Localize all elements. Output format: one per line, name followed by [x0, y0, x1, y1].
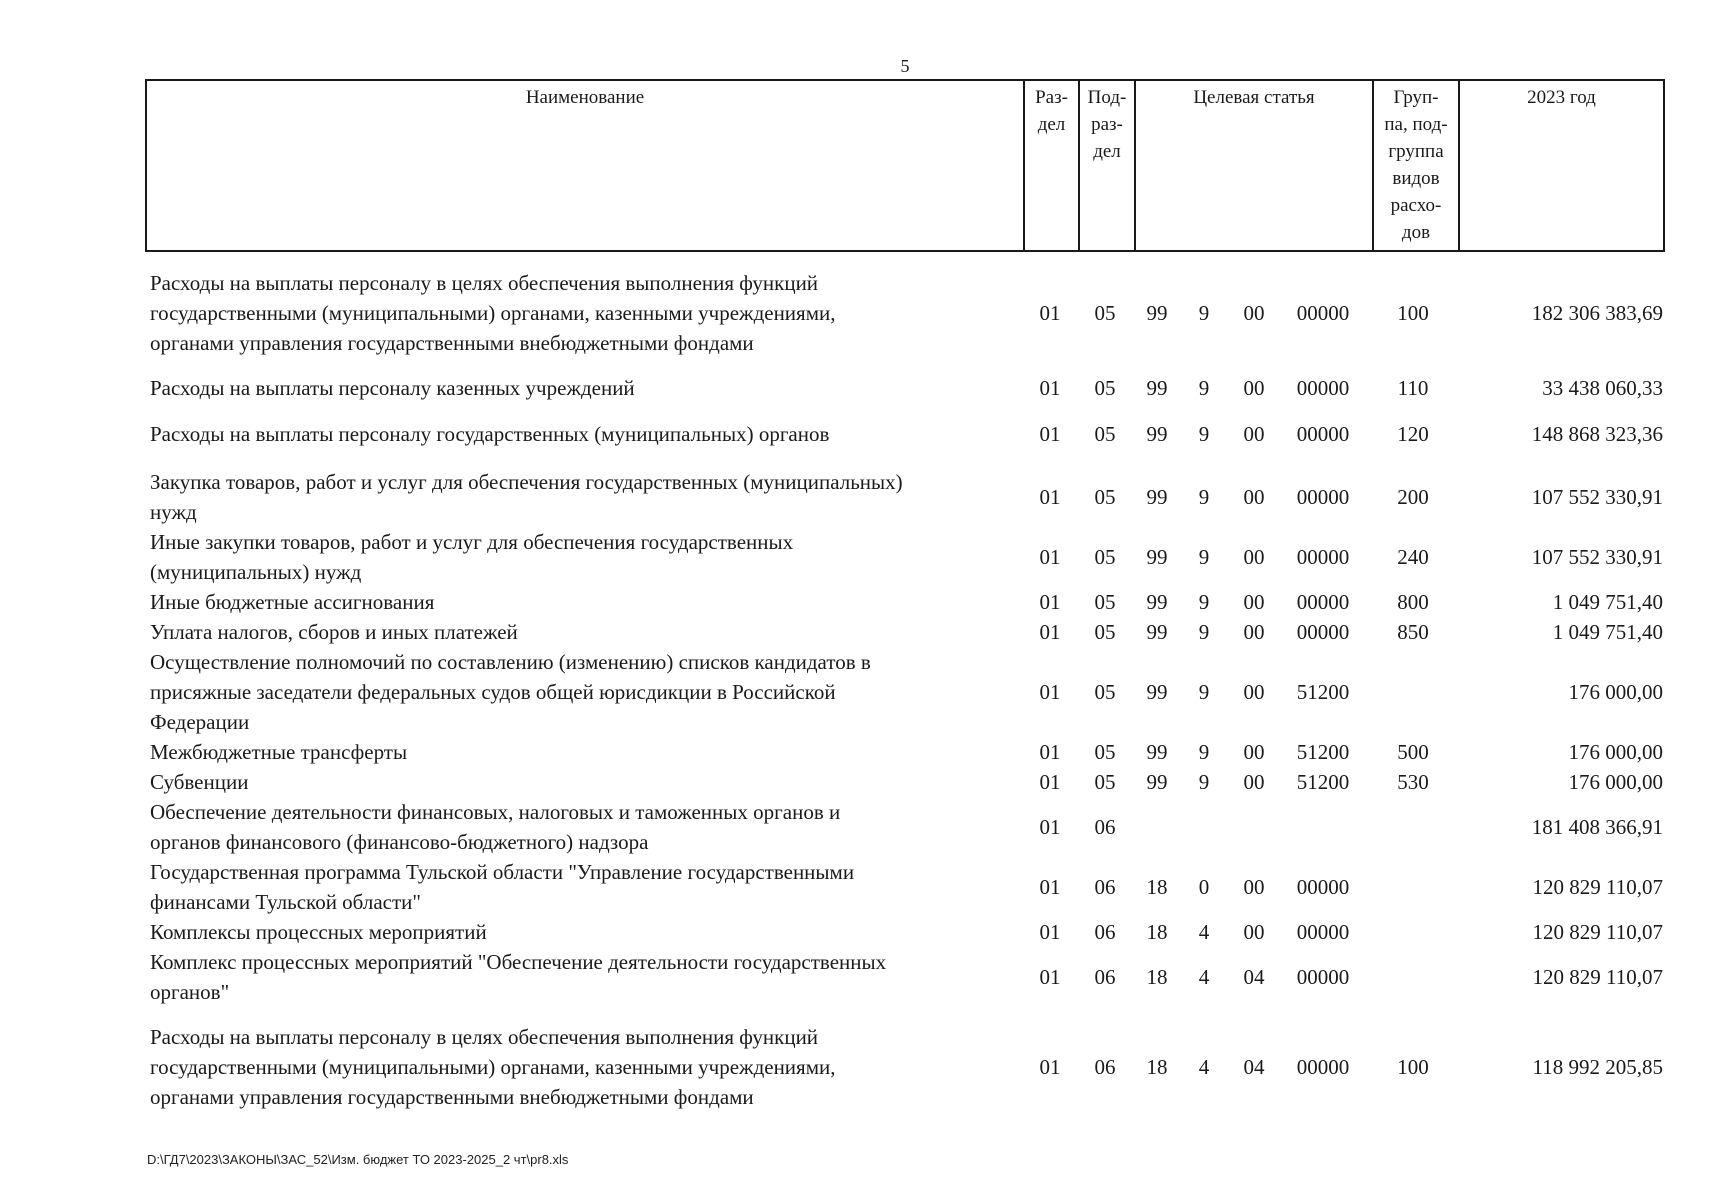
row-name-line: государственными (муниципальными) органами, казенными учреждениями, [150, 301, 836, 325]
cell-razdel: 01 [1039, 920, 1061, 944]
cell-amount: 118 992 205,85 [1532, 1055, 1663, 1079]
header-year-label: 2023 год [1527, 87, 1596, 108]
cell-target-event: 00 [1243, 875, 1265, 899]
row-name [150, 797, 1020, 857]
cell-target-program: 18 [1146, 965, 1168, 989]
cell-razdel: 01 [1039, 680, 1061, 704]
table-row [0, 947, 1711, 1007]
cell-target-event: 00 [1243, 301, 1265, 325]
header-podrazdel-line: раз- [1091, 114, 1123, 135]
cell-target-event: 00 [1243, 770, 1265, 794]
header-year [1460, 81, 1663, 250]
row-name-line: органами управления государственными внебюджетными фондами [150, 331, 754, 355]
cell-amount: 120 829 110,07 [1532, 875, 1663, 899]
row-name [150, 647, 1020, 737]
row-name-line: нужд [150, 500, 197, 524]
row-name-line: Иные закупки товаров, работ и услуг для обеспечения государственных [150, 530, 794, 554]
cell-razdel: 01 [1039, 485, 1061, 509]
cell-target-subprogram: 4 [1198, 1055, 1210, 1079]
header-group-line: расхо- [1390, 195, 1442, 216]
cell-target-direction: 00000 [1296, 590, 1350, 614]
cell-podrazdel: 05 [1094, 422, 1116, 446]
table-row [0, 587, 1711, 617]
cell-target-program: 99 [1146, 301, 1168, 325]
table-header [145, 79, 1665, 252]
cell-target-subprogram: 9 [1198, 740, 1210, 764]
cell-razdel: 01 [1039, 376, 1061, 400]
cell-target-direction: 00000 [1296, 485, 1350, 509]
cell-podrazdel: 05 [1094, 620, 1116, 644]
row-name-line: Комплексы процессных мероприятий [150, 920, 487, 944]
cell-target-event: 00 [1243, 620, 1265, 644]
row-name-line: Государственная программа Тульской области "Управление государственными [150, 860, 855, 884]
cell-razdel: 01 [1039, 545, 1061, 569]
cell-target-program: 99 [1146, 680, 1168, 704]
header-razdel [1025, 81, 1080, 250]
cell-group: 240 [1397, 545, 1429, 569]
cell-target-direction: 00000 [1296, 920, 1350, 944]
row-name-line: Расходы на выплаты персоналу государственных (муниципальных) органов [150, 422, 830, 446]
cell-razdel: 01 [1039, 422, 1061, 446]
table-row [0, 647, 1711, 737]
table-row [0, 617, 1711, 647]
table-row [0, 419, 1711, 449]
cell-podrazdel: 05 [1094, 545, 1116, 569]
cell-amount: 181 408 366,91 [1531, 815, 1663, 839]
table-row [0, 737, 1711, 767]
cell-group: 120 [1397, 422, 1429, 446]
row-name-line: присяжные заседатели федеральных судов общей юрисдикции в Российской [150, 680, 836, 704]
cell-target-program: 18 [1146, 920, 1168, 944]
cell-amount: 107 552 330,91 [1531, 545, 1663, 569]
cell-podrazdel: 05 [1094, 485, 1116, 509]
row-name-line: государственными (муниципальными) органами, казенными учреждениями, [150, 1055, 836, 1079]
cell-target-program: 18 [1146, 875, 1168, 899]
header-group-line: па, под- [1384, 114, 1448, 135]
row-name-line: органами управления государственными внебюджетными фондами [150, 1085, 754, 1109]
header-name [147, 81, 1025, 250]
cell-target-event: 00 [1243, 920, 1265, 944]
cell-group: 100 [1397, 301, 1429, 325]
cell-target-subprogram: 9 [1198, 680, 1210, 704]
cell-podrazdel: 06 [1094, 920, 1116, 944]
cell-razdel: 01 [1039, 875, 1061, 899]
cell-group: 800 [1397, 590, 1429, 614]
cell-amount: 120 829 110,07 [1532, 965, 1663, 989]
cell-amount: 1 049 751,40 [1552, 590, 1663, 614]
cell-target-direction: 51200 [1296, 680, 1350, 704]
row-name-line: финансами Тульской области" [150, 890, 421, 914]
cell-target-subprogram: 4 [1198, 965, 1210, 989]
header-target [1136, 81, 1374, 250]
cell-amount: 182 306 383,69 [1531, 301, 1663, 325]
cell-target-event: 00 [1243, 422, 1265, 446]
row-name-line: Расходы на выплаты персоналу в целях обеспечения выполнения функций [150, 1025, 819, 1049]
cell-razdel: 01 [1039, 590, 1061, 614]
table-row [0, 1022, 1711, 1112]
cell-target-program: 99 [1146, 620, 1168, 644]
cell-target-direction: 51200 [1296, 770, 1350, 794]
cell-group: 500 [1397, 740, 1429, 764]
cell-podrazdel: 05 [1094, 770, 1116, 794]
cell-target-subprogram: 9 [1198, 301, 1210, 325]
row-name-line: Межбюджетные трансферты [150, 740, 408, 764]
cell-podrazdel: 06 [1094, 1055, 1116, 1079]
cell-target-direction: 00000 [1296, 376, 1350, 400]
cell-target-direction: 00000 [1296, 422, 1350, 446]
row-name-line: Комплекс процессных мероприятий "Обеспечение деятельности государственных [150, 950, 887, 974]
cell-target-subprogram: 4 [1198, 920, 1210, 944]
table-row [0, 527, 1711, 587]
cell-amount: 176 000,00 [1568, 740, 1663, 764]
cell-podrazdel: 06 [1094, 875, 1116, 899]
row-name-line: (муниципальных) нужд [150, 560, 362, 584]
row-name [150, 617, 1020, 647]
header-group [1374, 81, 1460, 250]
cell-podrazdel: 06 [1094, 965, 1116, 989]
cell-group: 110 [1397, 376, 1429, 400]
cell-amount: 120 829 110,07 [1532, 920, 1663, 944]
header-podrazdel-line: дел [1093, 141, 1121, 162]
row-name [150, 527, 1020, 587]
cell-target-event: 00 [1243, 545, 1265, 569]
table-row [0, 917, 1711, 947]
cell-target-event: 00 [1243, 485, 1265, 509]
table-row [0, 268, 1711, 358]
row-name [150, 268, 1020, 358]
table-row [0, 857, 1711, 917]
cell-podrazdel: 05 [1094, 376, 1116, 400]
cell-target-subprogram: 9 [1198, 422, 1210, 446]
row-name-line: органов финансового (финансово-бюджетного) надзора [150, 830, 649, 854]
cell-podrazdel: 05 [1094, 680, 1116, 704]
cell-target-program: 99 [1146, 545, 1168, 569]
cell-amount: 148 868 323,36 [1531, 422, 1663, 446]
page-number: 5 [900, 56, 910, 76]
table-row [0, 467, 1711, 527]
cell-podrazdel: 05 [1094, 590, 1116, 614]
row-name [150, 767, 1020, 797]
cell-group: 200 [1397, 485, 1429, 509]
cell-razdel: 01 [1039, 815, 1061, 839]
row-name-line: Осуществление полномочий по составлению (изменению) списков кандидатов в [150, 650, 871, 674]
row-name [150, 467, 1020, 527]
cell-target-event: 04 [1243, 965, 1265, 989]
file-path-footer: D:\ГД7\2023\ЗАКОНЫ\ЗАС_52\Изм. бюджет ТО 2023-2025_2 чт\pr8.xls [147, 1152, 569, 1167]
row-name [150, 1022, 1020, 1112]
cell-target-subprogram: 9 [1198, 545, 1210, 569]
row-name [150, 419, 1020, 449]
cell-target-direction: 00000 [1296, 545, 1350, 569]
cell-target-direction: 00000 [1296, 1055, 1350, 1079]
cell-razdel: 01 [1039, 965, 1061, 989]
header-name-label: Наименование [525, 87, 645, 108]
header-razdel-line: Раз- [1035, 87, 1068, 108]
cell-podrazdel: 06 [1094, 815, 1116, 839]
header-razdel-line: дел [1037, 114, 1066, 135]
cell-razdel: 01 [1039, 301, 1061, 325]
cell-amount: 176 000,00 [1568, 680, 1663, 704]
cell-razdel: 01 [1039, 1055, 1061, 1079]
cell-podrazdel: 05 [1094, 740, 1116, 764]
header-group-line: видов [1392, 168, 1440, 189]
cell-target-subprogram: 9 [1198, 485, 1210, 509]
cell-target-event: 00 [1243, 740, 1265, 764]
row-name [150, 917, 1020, 947]
cell-target-program: 99 [1146, 376, 1168, 400]
row-name-line: Федерации [150, 710, 250, 734]
row-name-line: Расходы на выплаты персоналу в целях обеспечения выполнения функций [150, 271, 819, 295]
header-group-line: Груп- [1393, 87, 1439, 108]
cell-target-program: 99 [1146, 422, 1168, 446]
header-group-line: группа [1388, 141, 1444, 162]
cell-amount: 107 552 330,91 [1531, 485, 1663, 509]
cell-amount: 33 438 060,33 [1542, 376, 1663, 400]
cell-group: 530 [1397, 770, 1429, 794]
cell-target-program: 99 [1146, 485, 1168, 509]
cell-target-program: 18 [1146, 1055, 1168, 1079]
row-name [150, 373, 1020, 403]
table-row [0, 797, 1711, 857]
cell-razdel: 01 [1039, 770, 1061, 794]
cell-target-direction: 00000 [1296, 965, 1350, 989]
header-group-line: дов [1401, 222, 1431, 243]
cell-target-direction: 00000 [1296, 875, 1350, 899]
row-name-line: Обеспечение деятельности финансовых, налоговых и таможенных органов и [150, 800, 841, 824]
row-name-line: Закупка товаров, работ и услуг для обеспечения государственных (муниципальных) [150, 470, 903, 494]
cell-target-program: 99 [1146, 590, 1168, 614]
cell-target-direction: 51200 [1296, 740, 1350, 764]
cell-razdel: 01 [1039, 620, 1061, 644]
table-row [0, 767, 1711, 797]
header-podrazdel-line: Под- [1087, 87, 1127, 108]
cell-amount: 1 049 751,40 [1552, 620, 1663, 644]
cell-razdel: 01 [1039, 740, 1061, 764]
row-name [150, 587, 1020, 617]
cell-group: 850 [1397, 620, 1429, 644]
cell-target-program: 99 [1146, 740, 1168, 764]
cell-target-event: 00 [1243, 376, 1265, 400]
header-podrazdel [1080, 81, 1136, 250]
cell-amount: 176 000,00 [1568, 770, 1663, 794]
cell-target-event: 00 [1243, 590, 1265, 614]
row-name [150, 857, 1020, 917]
cell-target-event: 04 [1243, 1055, 1265, 1079]
cell-target-direction: 00000 [1296, 620, 1350, 644]
cell-target-subprogram: 9 [1198, 376, 1210, 400]
cell-podrazdel: 05 [1094, 301, 1116, 325]
row-name-line: Уплата налогов, сборов и иных платежей [150, 620, 518, 644]
row-name-line: Расходы на выплаты персоналу казенных учреждений [150, 376, 635, 400]
cell-target-event: 00 [1243, 680, 1265, 704]
row-name-line: Субвенции [150, 770, 249, 794]
row-name-line: Иные бюджетные ассигнования [150, 590, 435, 614]
cell-target-subprogram: 9 [1198, 620, 1210, 644]
cell-target-direction: 00000 [1296, 301, 1350, 325]
row-name [150, 737, 1020, 767]
cell-group: 100 [1397, 1055, 1429, 1079]
row-name-line: органов" [150, 980, 230, 1004]
cell-target-subprogram: 9 [1198, 770, 1210, 794]
table-row [0, 373, 1711, 403]
cell-target-subprogram: 9 [1198, 590, 1210, 614]
cell-target-program: 99 [1146, 770, 1168, 794]
cell-target-subprogram: 0 [1198, 875, 1210, 899]
row-name [150, 947, 1020, 1007]
header-target-label: Целевая статья [1193, 87, 1315, 108]
